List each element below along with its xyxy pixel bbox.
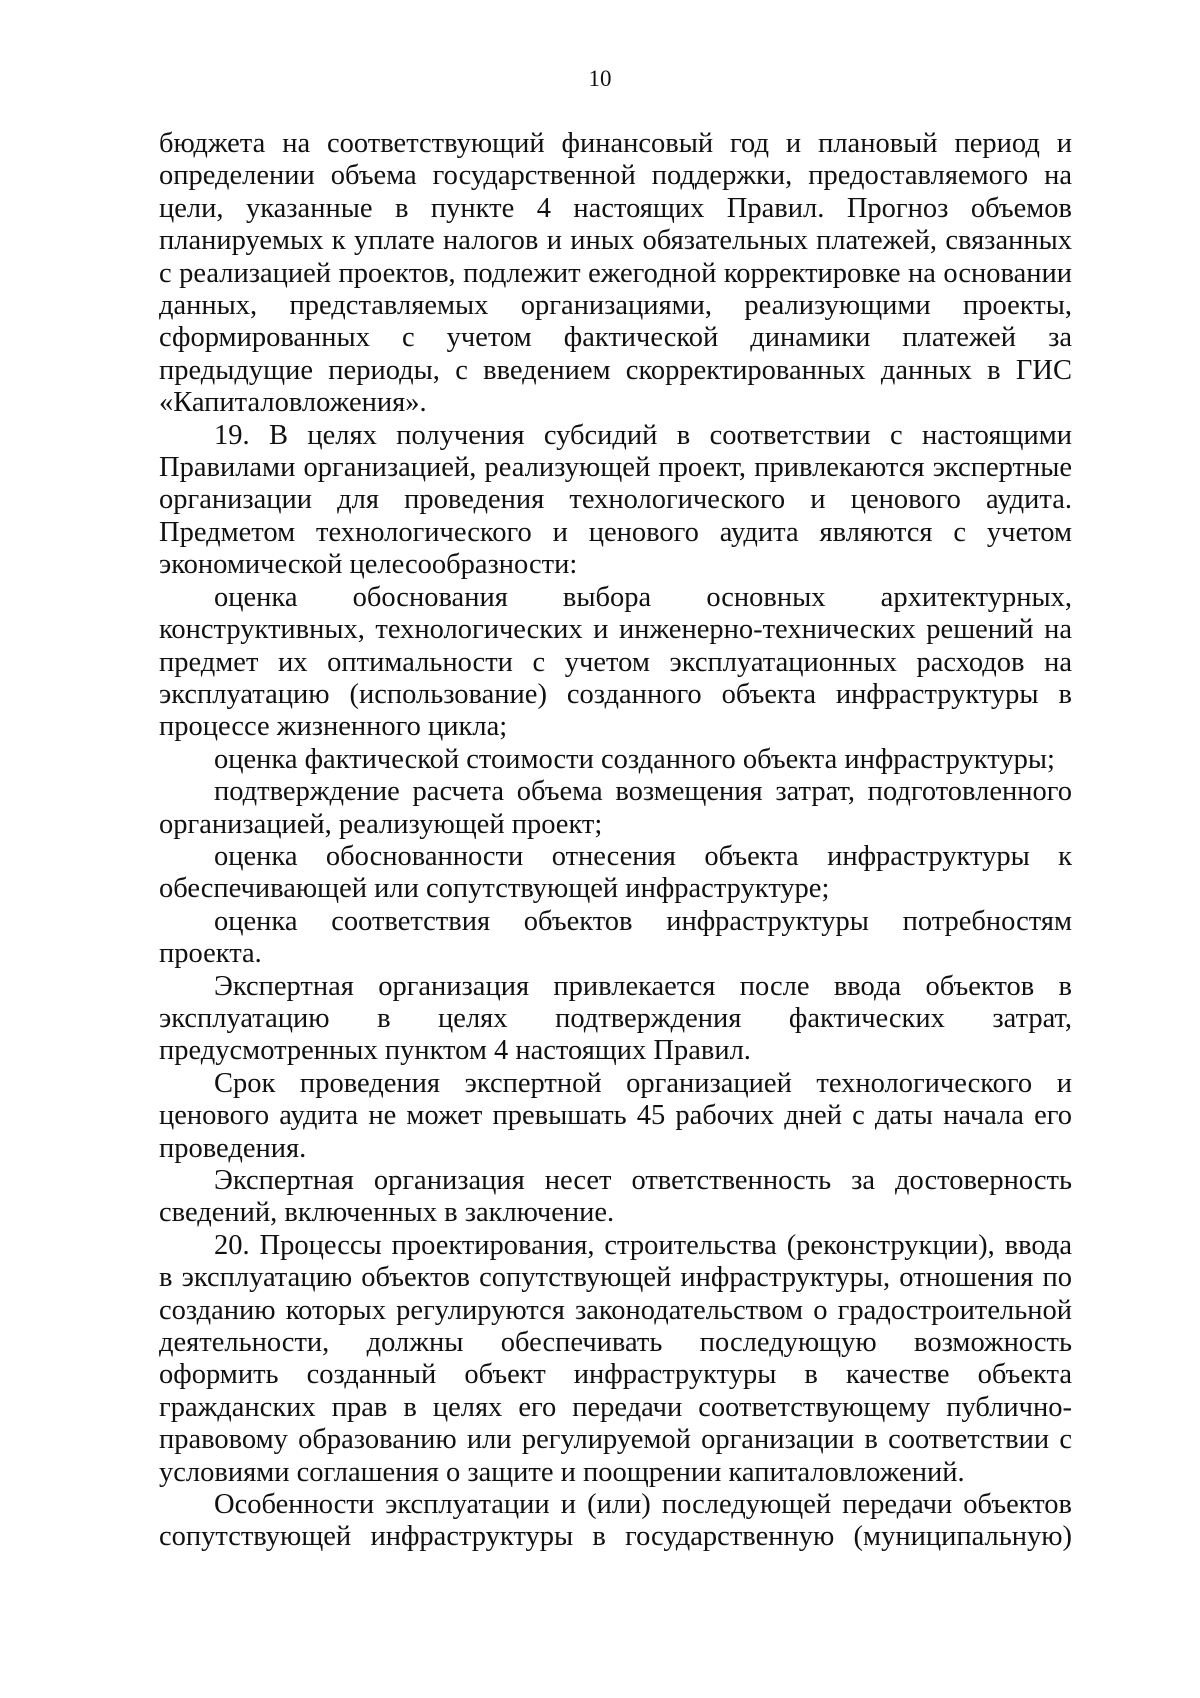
paragraph-continuation: бюджета на соответствующий финансовый год и плановый период и определении объема государственной поддержки, предоставляемого на цели, указанные в пункте 4 настоящих Правил. Прогноз объемов планируемых к уплате налогов и иных обязательных платежей, связанных с реализацией проектов, подлежит ежегодной корректировке на основании данных, представляемых организациями, реализующими проекты, сформированных с учетом фактической динамики платежей за предыдущие периоды, с введением скорректированных данных в ГИС «Капиталовложения». xyxy=(159,128,1072,419)
paragraph-audit-subject-5: оценка соответствия объектов инфраструктуры потребностям проекта. xyxy=(159,905,1072,970)
paragraph-item-20: 20. Процессы проектирования, строительства (реконструкции), ввода в эксплуатацию объектов сопутствующей инфраструктуры, отношения по созданию которых регулируются законодательством о градостроительной деятельности, должны обеспечивать последующую возможность оформить созданный объект инфраструктуры в качестве объекта гражданских прав в целях его передачи соответствующему публично-правовому образованию или регулируемой организации в соответствии с условиями соглашения о защите и поощрении капиталовложений. xyxy=(159,1229,1072,1488)
document-body xyxy=(159,128,1072,1554)
paragraph-item-19: 19. В целях получения субсидий в соответствии с настоящими Правилами организацией, реализующей проект, привлекаются экспертные организации для проведения технологического и ценового аудита. Предметом технологического и ценового аудита являются с учетом экономической целесообразности: xyxy=(159,419,1072,581)
paragraph-expert-responsibility: Экспертная организация несет ответственность за достоверность сведений, включенных в заключение. xyxy=(159,1165,1072,1229)
paragraph-audit-subject-3: подтверждение расчета объема возмещения затрат, подготовленного организацией, реализующей проект; xyxy=(159,776,1072,840)
page-number: 10 xyxy=(588,66,612,91)
paragraph-audit-subject-1: оценка обоснования выбора основных архитектурных, конструктивных, технологических и инженерно-технических решений на предмет их оптимальности с учетом эксплуатационных расходов на эксплуатацию (использование) созданного объекта инфраструктуры в процессе жизненного цикла; xyxy=(159,581,1072,743)
paragraph-audit-term: Срок проведения экспертной организацией технологического и ценового аудита не может превышать 45 рабочих дней с даты начала его проведения. xyxy=(159,1067,1072,1164)
paragraph-audit-subject-4: оценка обоснованности отнесения объекта инфраструктуры к обеспечивающей или сопутствующей инфраструктуре; xyxy=(159,840,1072,905)
paragraph-audit-subject-2: оценка фактической стоимости созданного объекта инфраструктуры; xyxy=(214,743,1055,775)
paragraph-expert-engagement: Экспертная организация привлекается после ввода объектов в эксплуатацию в целях подтверждения фактических затрат, предусмотренных пунктом 4 настоящих Правил. xyxy=(159,970,1072,1067)
paragraph-operation-features: Особенности эксплуатации и (или) последующей передачи объектов сопутствующей инфраструктуры в государственную (муниципальную) xyxy=(159,1489,1072,1553)
